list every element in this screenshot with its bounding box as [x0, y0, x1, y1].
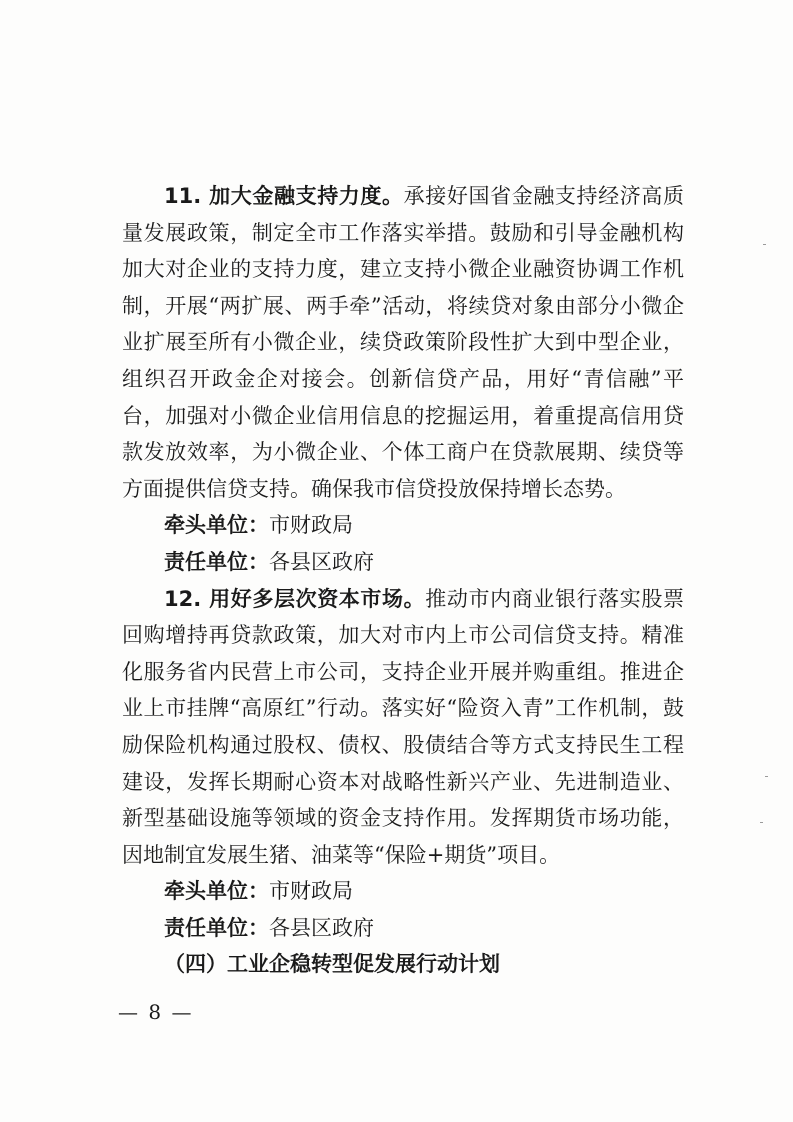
- item-body: 承接好国省金融支持经济高质量发展政策，制定全市工作落实举措。鼓励和引导金融机构加大对企业的支持力度，建立支持小微企业融资协调工作机制，开展“两扩展、两手牵”活动，将续贷对象由部分小微企业扩展至所有小微企业，续贷政策阶段性扩大到中型企业，组织召开政金企对接会。创新信贷产品，用好“青信融”平台，加强对小微企业信用信息的挖掘运用，着重提高信用贷款发放效率，为小微企业、个体工商户在贷款展期、续贷等方面提供信贷支持。确保我市信贷投放保持增长态势。: [122, 184, 684, 501]
- responsible-unit-line: [122, 544, 684, 581]
- lead-unit-value: 市财政局: [269, 513, 353, 538]
- responsible-unit-label: 责任单位：: [164, 915, 269, 940]
- item-body: 推动市内商业银行落实股票回购增持再贷款政策，加大对市内上市公司信贷支持。精准化服务省内民营上市公司，支持企业开展并购重组。推进企业上市挂牌“高原红”行动。落实好“险资入青”工作机制，鼓励保险机构通过股权、债权、股债结合等方式支持民生工程建设，发挥长期耐心资本对战略性新兴产业、先进制造业、新型基础设施等领域的资金支持作用。发挥期货市场功能，因地制宜发展生猪、油菜等“保险+期货”项目。: [122, 586, 685, 867]
- responsible-unit-label: 责任单位：: [164, 549, 269, 574]
- scan-speck: [760, 822, 763, 823]
- responsible-unit-line: [122, 910, 684, 947]
- scan-speck: [765, 776, 768, 777]
- page-number: — 8 —: [118, 1000, 194, 1024]
- item-heading: 12. 用好多层次资本市场。: [164, 586, 426, 611]
- lead-unit-label: 牵头单位：: [164, 513, 269, 538]
- lead-unit-line: [122, 873, 684, 910]
- lead-unit-label: 牵头单位：: [164, 879, 269, 904]
- lead-unit-line: [122, 507, 684, 544]
- section-heading: （四）工业企稳转型促发展行动计划: [164, 952, 500, 977]
- responsible-unit-value: 各县区政府: [269, 549, 374, 574]
- scan-speck: [763, 244, 766, 245]
- item-heading: 11. 加大金融支持力度。: [164, 184, 404, 208]
- document-body: [122, 178, 684, 983]
- responsible-unit-value: 各县区政府: [269, 915, 374, 940]
- lead-unit-value: 市财政局: [269, 879, 353, 904]
- item-paragraph: [122, 581, 684, 874]
- item-paragraph: [122, 178, 684, 507]
